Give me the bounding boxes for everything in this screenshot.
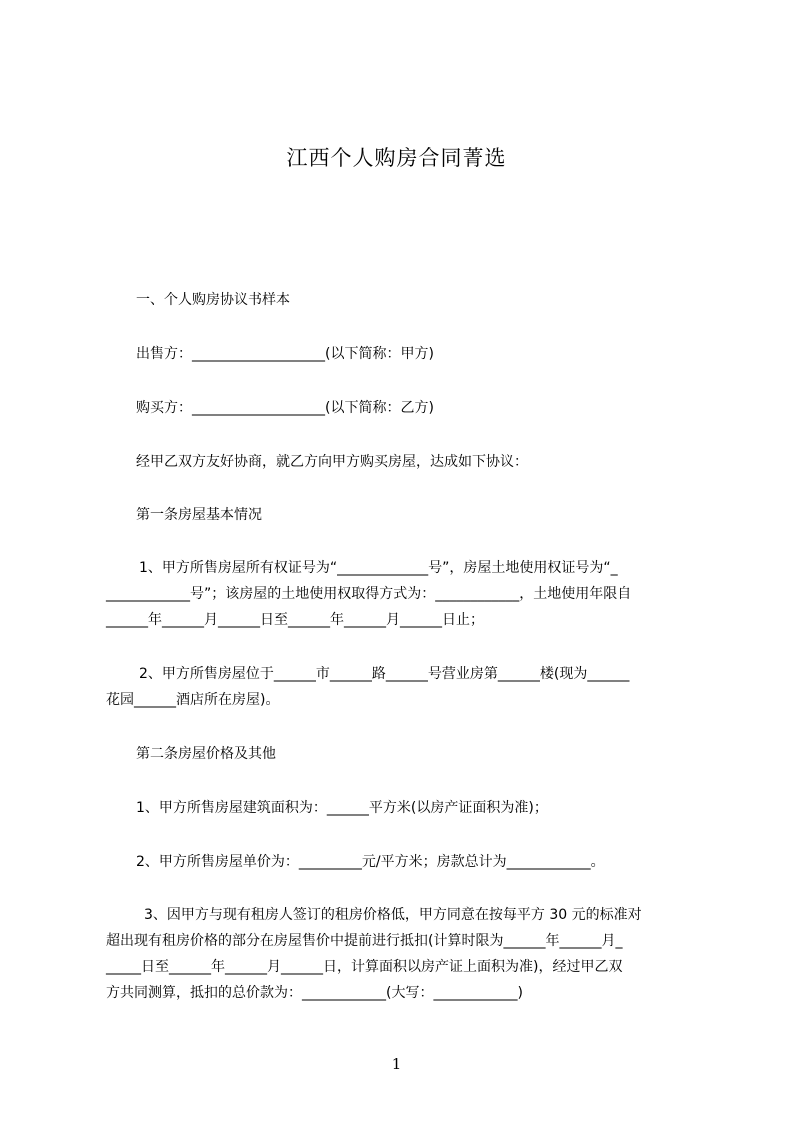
article2-clause1: 1、甲方所售房屋建筑面积为：______平方米(以房产证面积为准)； [136, 800, 548, 816]
article1-clause2-line1: 2、甲方所售房屋位于______市______路______号营业房第______楼(现为______ [139, 666, 630, 682]
intro-paragraph: 经甲乙双方友好协商，就乙方向甲方购买房屋，达成如下协议： [136, 454, 528, 470]
article1-clause1-line2: ____________号”；该房屋的土地使用权取得方式为：____________，土地使用年限自 [106, 586, 632, 602]
article1-clause1-line3: ______年______月______日至______年______月______日止； [106, 612, 484, 628]
document-title: 江西个人购房合同菁选 [286, 146, 507, 170]
article1-heading: 第一条房屋基本情况 [136, 507, 262, 523]
page-number: 1 [391, 1055, 402, 1073]
seller-line: 出售方：___________________(以下简称：甲方) [136, 346, 434, 362]
article1-clause2-line2: 花园______酒店所在房屋)。 [106, 692, 280, 708]
article1-clause1-line1: 1、甲方所售房屋所有权证号为“_____________号”，房屋土地使用权证号为“_ [139, 560, 618, 576]
article2-clause3-line1: 3、因甲方与现有租房人签订的租房价格低，甲方同意在按每平方 30 元的标准对 [144, 907, 642, 923]
article2-clause2: 2、甲方所售房屋单价为：_________元/平方米；房款总计为____________。 [136, 854, 605, 870]
article2-clause3-line2: 超出现有租房价格的部分在房屋售价中提前进行抵扣(计算时限为______年______月_ [106, 933, 623, 949]
article2-heading: 第二条房屋价格及其他 [136, 746, 276, 762]
section-heading: 一、个人购房协议书样本 [136, 292, 290, 308]
article2-clause3-line3: _____日至______年______月______日，计算面积以房产证上面积为准)，经过甲乙双 [106, 959, 623, 975]
article2-clause3-line4: 方共同测算，抵扣的总价款为：____________(大写：____________) [106, 985, 523, 1001]
buyer-line: 购买方：___________________(以下简称：乙方) [136, 400, 434, 416]
